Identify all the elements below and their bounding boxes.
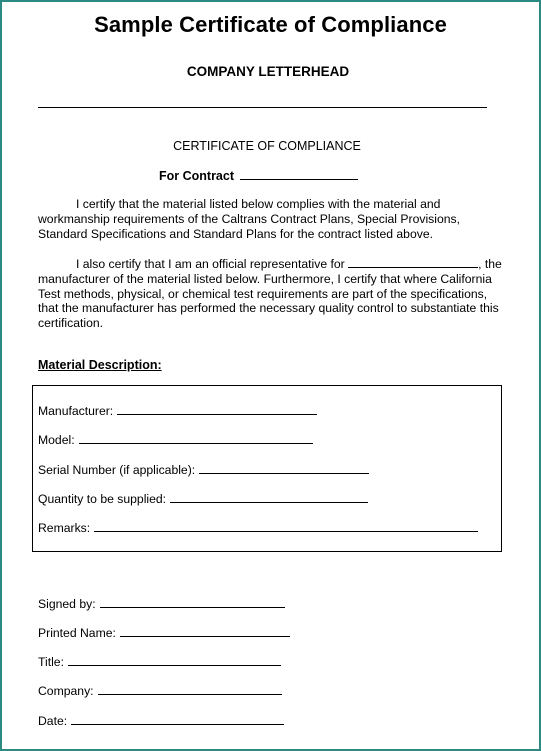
date-field[interactable] bbox=[71, 713, 284, 725]
remarks-row bbox=[38, 520, 478, 535]
letterhead-divider bbox=[38, 107, 487, 108]
model-field[interactable] bbox=[79, 432, 313, 444]
signed-by-field[interactable] bbox=[100, 596, 285, 608]
date-label: Date: bbox=[38, 714, 68, 728]
quantity-label: Quantity to be supplied: bbox=[38, 492, 167, 506]
contract-label: For Contract bbox=[159, 169, 234, 183]
printed-name-field[interactable] bbox=[120, 625, 290, 637]
representative-paragraph bbox=[38, 256, 508, 331]
material-description-heading: Material Description: bbox=[38, 358, 162, 372]
manufacturer-label: Manufacturer: bbox=[38, 404, 114, 418]
date-row bbox=[38, 713, 284, 728]
signed-by-row bbox=[38, 596, 285, 611]
serial-number-label: Serial Number (if applicable): bbox=[38, 463, 196, 477]
serial-number-field[interactable] bbox=[199, 462, 369, 474]
quantity-field[interactable] bbox=[170, 491, 368, 503]
contract-number-field[interactable] bbox=[240, 168, 358, 180]
printed-name-label: Printed Name: bbox=[38, 626, 116, 640]
company-letterhead: COMPANY LETTERHEAD bbox=[186, 64, 350, 79]
printed-name-row bbox=[38, 625, 290, 640]
paragraph2-end-text: , the manufacturer of the material listed below. Furthermore, I certify that where California Test methods, physical, or chemical test requirements are part of the specifications, that the manufacturer has performed the necessary quality control to substantiate this certification. bbox=[38, 257, 502, 331]
model-row bbox=[38, 432, 313, 447]
paragraph1-text: I certify that the material listed below complies with the material and workmanship requirements of the Caltrans Contract Plans, Special Provisions, Standard Specifications and Standard Plans for the contract listed above. bbox=[38, 197, 461, 241]
title-label: Title: bbox=[38, 655, 64, 669]
company-row bbox=[38, 683, 282, 698]
quantity-row bbox=[38, 491, 368, 506]
manufacturer-field[interactable] bbox=[117, 403, 317, 415]
certificate-heading: CERTIFICATE OF COMPLIANCE bbox=[173, 139, 361, 153]
manufacturer-row bbox=[38, 403, 317, 418]
title-field[interactable] bbox=[68, 654, 281, 666]
contract-line bbox=[159, 168, 358, 183]
paragraph2-start-text: I also certify that I am an official representative for bbox=[76, 257, 345, 271]
remarks-field[interactable] bbox=[94, 520, 478, 532]
title-row bbox=[38, 654, 281, 669]
company-representative-field[interactable] bbox=[348, 256, 478, 268]
model-label: Model: bbox=[38, 433, 75, 447]
document-title: Sample Certificate of Compliance bbox=[94, 12, 447, 37]
company-field[interactable] bbox=[98, 683, 282, 695]
compliance-paragraph bbox=[38, 197, 508, 241]
signed-by-label: Signed by: bbox=[38, 597, 96, 611]
company-label: Company: bbox=[38, 684, 94, 698]
remarks-label: Remarks: bbox=[38, 521, 91, 535]
serial-number-row bbox=[38, 462, 369, 477]
